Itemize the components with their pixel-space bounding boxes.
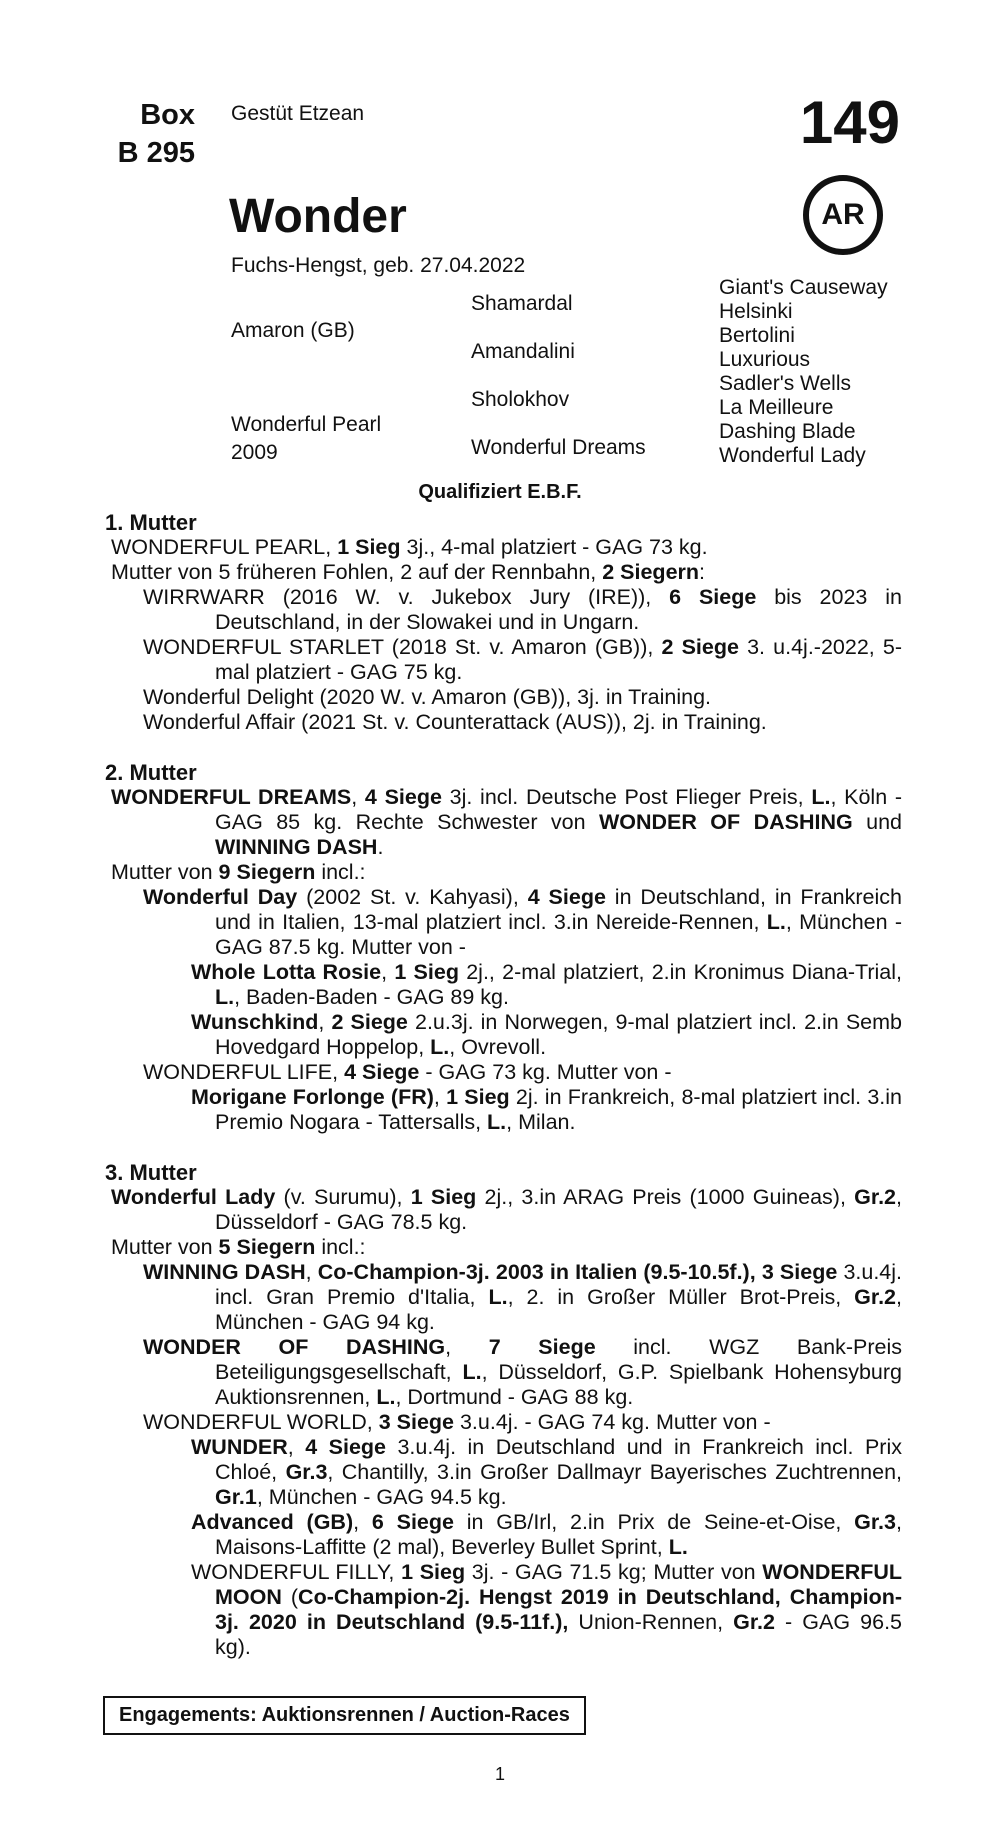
produce-entry: Morigane Forlonge (FR), 1 Sieg 2j. in Frankreich, 8-mal platziert incl. 3.in Premio Nogara - Tattersalls, L., Milan. (191, 1085, 903, 1134)
pedigree-gen2-2: Amandalini (471, 340, 575, 363)
produce-entry: WONDERFUL STARLET (2018 St. v. Amaron (GB)), 2 Siege 3. u.4j.-2022, 5-mal platziert - GAG 75 kg. (143, 635, 902, 684)
third-dam-produce-summary: Mutter von 5 Siegern incl.: (111, 1235, 366, 1259)
ar-badge-label: AR (821, 198, 865, 231)
pedigree-gen3-1: Giant's Causeway (719, 276, 888, 299)
pedigree-gen3-7: Dashing Blade (719, 420, 856, 443)
produce-entry: WINNING DASH, Co-Champion-3j. 2003 in Italien (9.5-10.5f.), 3 Siege 3.u.4j. incl. Gran Premio d'Italia, L., 2. in Großer Müller Brot-Preis, Gr.2, München - GAG 94 kg. (143, 1260, 903, 1334)
pedigree-gen3-6: La Meilleure (719, 396, 834, 419)
pedigree-gen3-3: Bertolini (719, 324, 795, 347)
pedigree-gen2-4: Wonderful Dreams (471, 436, 646, 459)
third-dam-heading: 3. Mutter (105, 1160, 197, 1185)
produce-entry: WONDERFUL FILLY, 1 Sieg 3j. - GAG 71.5 kg; Mutter von WONDERFUL MOON (Co-Champion-2j. Hengst 2019 in Deutschland, Champion-3j. 2020 in Deutschland (9.5-11f.), Union-Rennen, Gr.2 - GAG 96.5 kg). (191, 1560, 903, 1659)
pedigree-sire: Amaron (GB) (231, 319, 355, 342)
qualification-note: Qualifiziert E.B.F. (418, 481, 582, 503)
produce-entry: Whole Lotta Rosie, 1 Sieg 2j., 2-mal platziert, 2.in Kronimus Diana-Trial, L., Baden-Baden - GAG 89 kg. (191, 960, 902, 1009)
produce-entry: WONDERFUL WORLD, 3 Siege 3.u.4j. - GAG 74 kg. Mutter von - (143, 1410, 771, 1434)
lot-number: 149 (799, 89, 900, 156)
horse-description: Fuchs-Hengst, geb. 27.04.2022 (231, 254, 526, 277)
produce-entry: Advanced (GB), 6 Siege in GB/Irl, 2.in Prix de Seine-et-Oise, Gr.3, Maisons-Laffitte (2 mal), Beverley Bullet Sprint, L. (191, 1510, 902, 1559)
produce-entry: Wonderful Day (2002 St. v. Kahyasi), 4 Siege in Deutschland, in Frankreich und in Italien, 13-mal platziert incl. 3.in Nereide-Rennen, L., München - GAG 87.5 kg. Mutter von - (143, 885, 902, 959)
box-label: Box (140, 99, 195, 131)
pedigree-gen3-4: Luxurious (719, 348, 811, 371)
pedigree-gen3 (719, 276, 888, 468)
ar-badge (803, 175, 883, 255)
second-dam-heading: 2. Mutter (105, 760, 197, 785)
third-dam-line: Wonderful Lady (v. Surumu), 1 Sieg 2j., 3.in ARAG Preis (1000 Guineas), Gr.2, Düsseldorf - GAG 78.5 kg. (111, 1185, 902, 1234)
horse-name: Wonder (229, 190, 407, 243)
page-number: 1 (494, 1764, 505, 1784)
produce-entry: WONDERFUL LIFE, 4 Siege - GAG 73 kg. Mutter von - (143, 1060, 672, 1084)
produce-entry: WONDER OF DASHING, 7 Siege incl. WGZ Bank-Preis Beteiligungsgesellschaft, L., Düsseldorf, G.P. Spielbank Hohensyburg Auktionsrennen, L., Dortmund - GAG 88 kg. (143, 1335, 902, 1409)
second-dam-produce-summary: Mutter von 9 Siegern incl.: (111, 860, 366, 884)
produce-entry: WIRRWARR (2016 W. v. Jukebox Jury (IRE)), 6 Siege bis 2023 in Deutschland, in der Slowakei und in Ungarn. (143, 585, 902, 634)
first-dam-line: WONDERFUL PEARL, 1 Sieg 3j., 4-mal platziert - GAG 73 kg. (111, 535, 708, 559)
pedigree-gen3-5: Sadler's Wells (719, 372, 851, 395)
box-label-block (85, 96, 195, 172)
pedigree-dam-year: 2009 (231, 441, 278, 464)
box-number: B 295 (117, 137, 195, 169)
pedigree-dam: Wonderful Pearl (231, 413, 382, 436)
pedigree-gen2-3: Sholokhov (471, 388, 570, 411)
pedigree-gen2-1: Shamardal (471, 292, 573, 315)
produce-entry: Wonderful Affair (2021 St. v. Counterattack (AUS)), 2j. in Training. (143, 710, 767, 734)
produce-entry: WUNDER, 4 Siege 3.u.4j. in Deutschland und in Frankreich incl. Prix Chloé, Gr.3, Chantilly, 3.in Großer Dallmayr Bayerisches Zuchtrennen, Gr.1, München - GAG 94.5 kg. (191, 1435, 902, 1509)
first-dam-heading: 1. Mutter (105, 510, 197, 535)
pedigree-gen3-2: Helsinki (719, 300, 793, 323)
pedigree-gen3-8: Wonderful Lady (719, 444, 866, 467)
produce-entry: Wunschkind, 2 Siege 2.u.3j. in Norwegen, 9-mal platziert incl. 2.in Semb Hovedgard Hoppelop, L., Ovrevoll. (191, 1010, 902, 1059)
breeder-name: Gestüt Etzean (231, 102, 365, 125)
catalogue-body (105, 510, 902, 1660)
second-dam-line: WONDERFUL DREAMS, 4 Siege 3j. incl. Deutsche Post Flieger Preis, L., Köln - GAG 85 kg. Rechte Schwester von WONDER OF DASHING und WINNING DASH. (111, 785, 903, 859)
produce-entry: Wonderful Delight (2020 W. v. Amaron (GB)), 3j. in Training. (143, 685, 711, 709)
engagements-box: Engagements: Auktionsrennen / Auction-Races (103, 1696, 586, 1735)
first-dam-produce-summary: Mutter von 5 früheren Fohlen, 2 auf der Rennbahn, 2 Siegern: (111, 560, 706, 584)
